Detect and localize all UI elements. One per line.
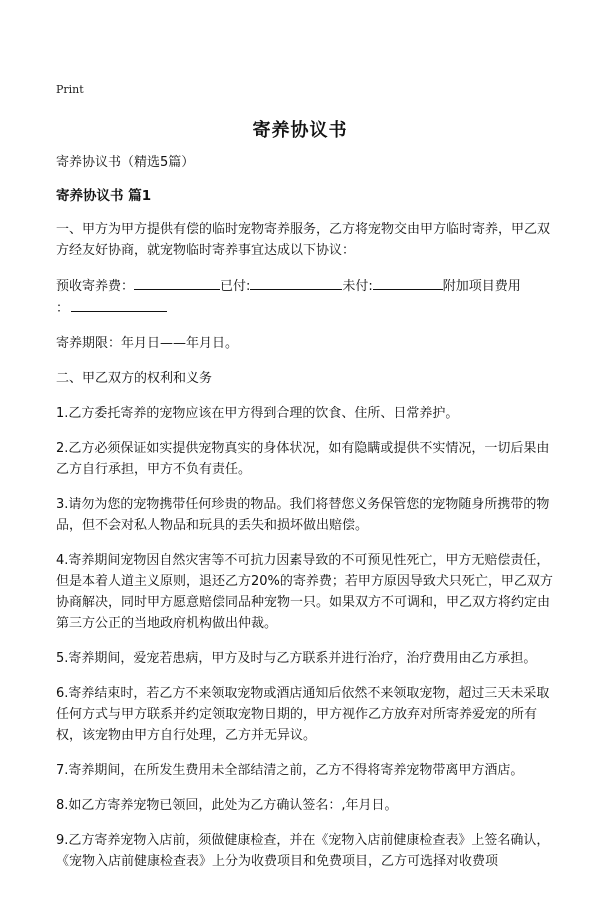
list-item: 3.请勿为您的宠物携带任何珍贵的物品。我们将替您义务保管您的宠物随身所携带的物品，但不会对私人物品和玩具的丢失和损坏做出赔偿。 — [56, 497, 550, 533]
list-item: 4.寄养期间宠物因自然灾害等不可抗力因素导致的不可预见性死亡，甲方无赔偿责任，但是本着人道主义原则，退还乙方20%的寄养费；若甲方原因导致犬只死亡，甲乙双方协商解决，同时甲方愿意赔偿同品种宠物一只。如果双方不可调和，甲乙双方将约定由第三方公正的当地政府机构做出仲裁。 — [56, 553, 553, 631]
paid-blank — [250, 275, 342, 290]
list-item: 2.乙方必须保证如实提供宠物真实的身体状况，如有隐瞒或提供不实情况，一切后果由乙方自行承担，甲方不负有责任。 — [56, 441, 550, 477]
intro-paragraph: 一、甲方为甲方提供有偿的临时宠物寄养服务，乙方将宠物交由甲方临时寄养，甲乙双方经友好协商，就宠物临时寄养事宜达成以下协议： — [56, 222, 551, 258]
document-body — [56, 152, 556, 886]
list-item: 6.寄养结束时，若乙方不来领取宠物或酒店通知后依然不来领取宠物，超过三天未采取任何方式与甲方联系并约定领取宠物日期的，甲方视作乙方放弃对所寄养爱宠的所有权，该宠物由甲方自行处理，乙方并无异议。 — [56, 686, 550, 743]
section2-title: 二、甲乙双方的权利和义务 — [56, 371, 213, 386]
print-link[interactable]: Print — [56, 83, 84, 96]
chapter-title: 寄养协议书 篇1 — [56, 188, 152, 204]
period-paragraph: 寄养期限：年月日——年月日。 — [56, 336, 239, 351]
document-subtitle: 寄养协议书（精选5篇） — [56, 155, 195, 170]
extra-fee-blank — [71, 297, 167, 312]
document-title: 寄养协议书 — [252, 120, 348, 141]
unpaid-label: 未付: — [342, 279, 373, 294]
extra-fee-colon: ： — [56, 301, 70, 316]
list-item: 8.如乙方寄养宠物已领回，此处为乙方确认签名：,年月日。 — [56, 798, 398, 813]
unpaid-blank — [373, 275, 443, 290]
list-item: 5.寄养期间，爱宠若患病，甲方及时与乙方联系并进行治疗，治疗费用由乙方承担。 — [56, 651, 537, 666]
paid-label: 已付: — [220, 279, 251, 294]
fee-line — [56, 275, 556, 319]
list-item: 1.乙方委托寄养的宠物应该在甲方得到合理的饮食、住所、日常养护。 — [56, 406, 459, 421]
list-item: 9.乙方寄养宠物入店前，须做健康检查，并在《宠物入店前健康检查表》上签名确认，《宠物入店前健康检查表》上分为收费项目和免费项目，乙方可选择对收费项 — [56, 833, 550, 869]
extra-fee-label: 附加项目费用 — [442, 279, 521, 294]
list-item: 7.寄养期间，在所发生费用未全部结清之前，乙方不得将寄养宠物带离甲方酒店。 — [56, 763, 524, 778]
prepaid-fee-blank — [134, 275, 220, 290]
prepaid-fee-label: 预收寄养费： — [56, 279, 135, 294]
